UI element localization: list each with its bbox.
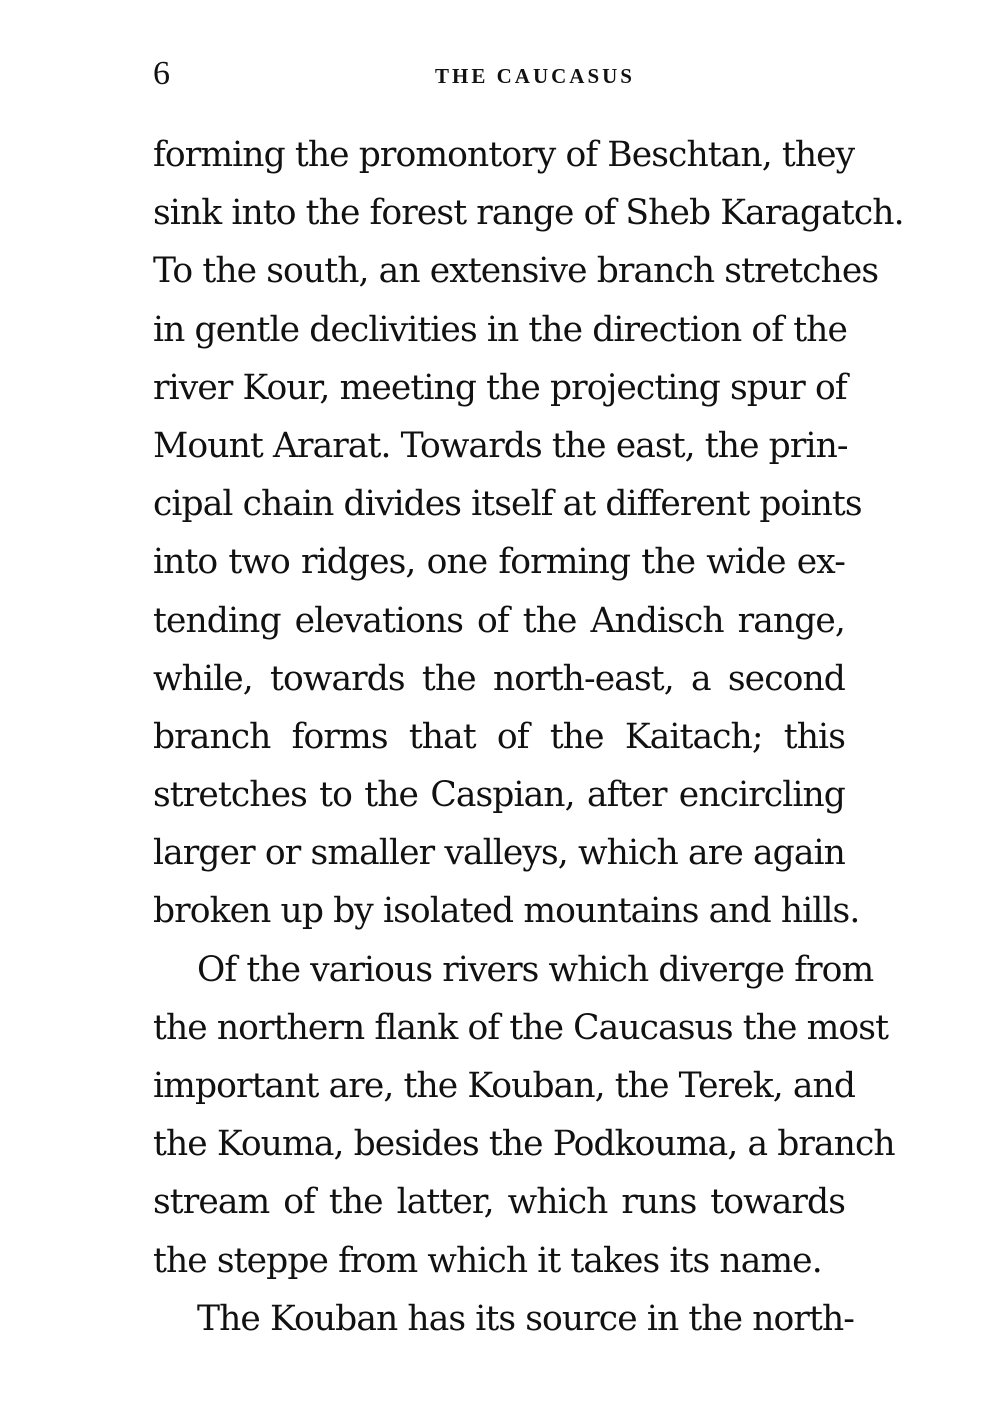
text-line: into two ridges, one forming the wide ex- xyxy=(153,542,845,583)
text-line: river Kour, meeting the projecting spur of xyxy=(153,367,847,408)
body-text xyxy=(153,126,904,1348)
paragraph-end-line: broken up by isolated mountains and hills. xyxy=(153,891,860,932)
text-line: in gentle declivities in the direction of the xyxy=(153,309,848,350)
text-line: the northern flank of the Caucasus the most xyxy=(153,1007,889,1048)
text-line: To the south, an extensive branch stretches xyxy=(153,251,879,292)
text-line: tending elevations of the Andisch range, xyxy=(153,600,845,641)
paragraph-end-line: the steppe from which it takes its name. xyxy=(153,1240,822,1281)
text-line: larger or smaller valleys, which are again xyxy=(153,833,845,874)
text-line: while, towards the north-east, a second xyxy=(153,658,845,699)
page-number: 6 xyxy=(153,55,170,92)
text-line: Mount Ararat. Towards the east, the prin- xyxy=(153,425,848,466)
text-line: stream of the latter, which runs towards xyxy=(153,1182,845,1223)
text-line: sink into the forest range of Sheb Karagatch. xyxy=(153,193,904,234)
text-line: forming the promontory of Beschtan, they xyxy=(153,135,855,175)
running-head xyxy=(153,52,845,96)
text-line: important are, the Kouban, the Terek, and xyxy=(153,1066,856,1106)
paragraph-start-line: Of the various rivers which diverge from xyxy=(197,949,874,990)
paragraph-start-line: The Kouban has its source in the north- xyxy=(197,1298,855,1339)
text-line: stretches to the Caspian, after encircling xyxy=(153,775,845,816)
text-line: the Kouma, besides the Podkouma, a branch xyxy=(153,1124,895,1165)
text-line: branch forms that of the Kaitach; this xyxy=(153,716,845,757)
running-title: THE CAUCASUS xyxy=(435,64,635,88)
text-line: cipal chain divides itself at different points xyxy=(153,484,862,525)
